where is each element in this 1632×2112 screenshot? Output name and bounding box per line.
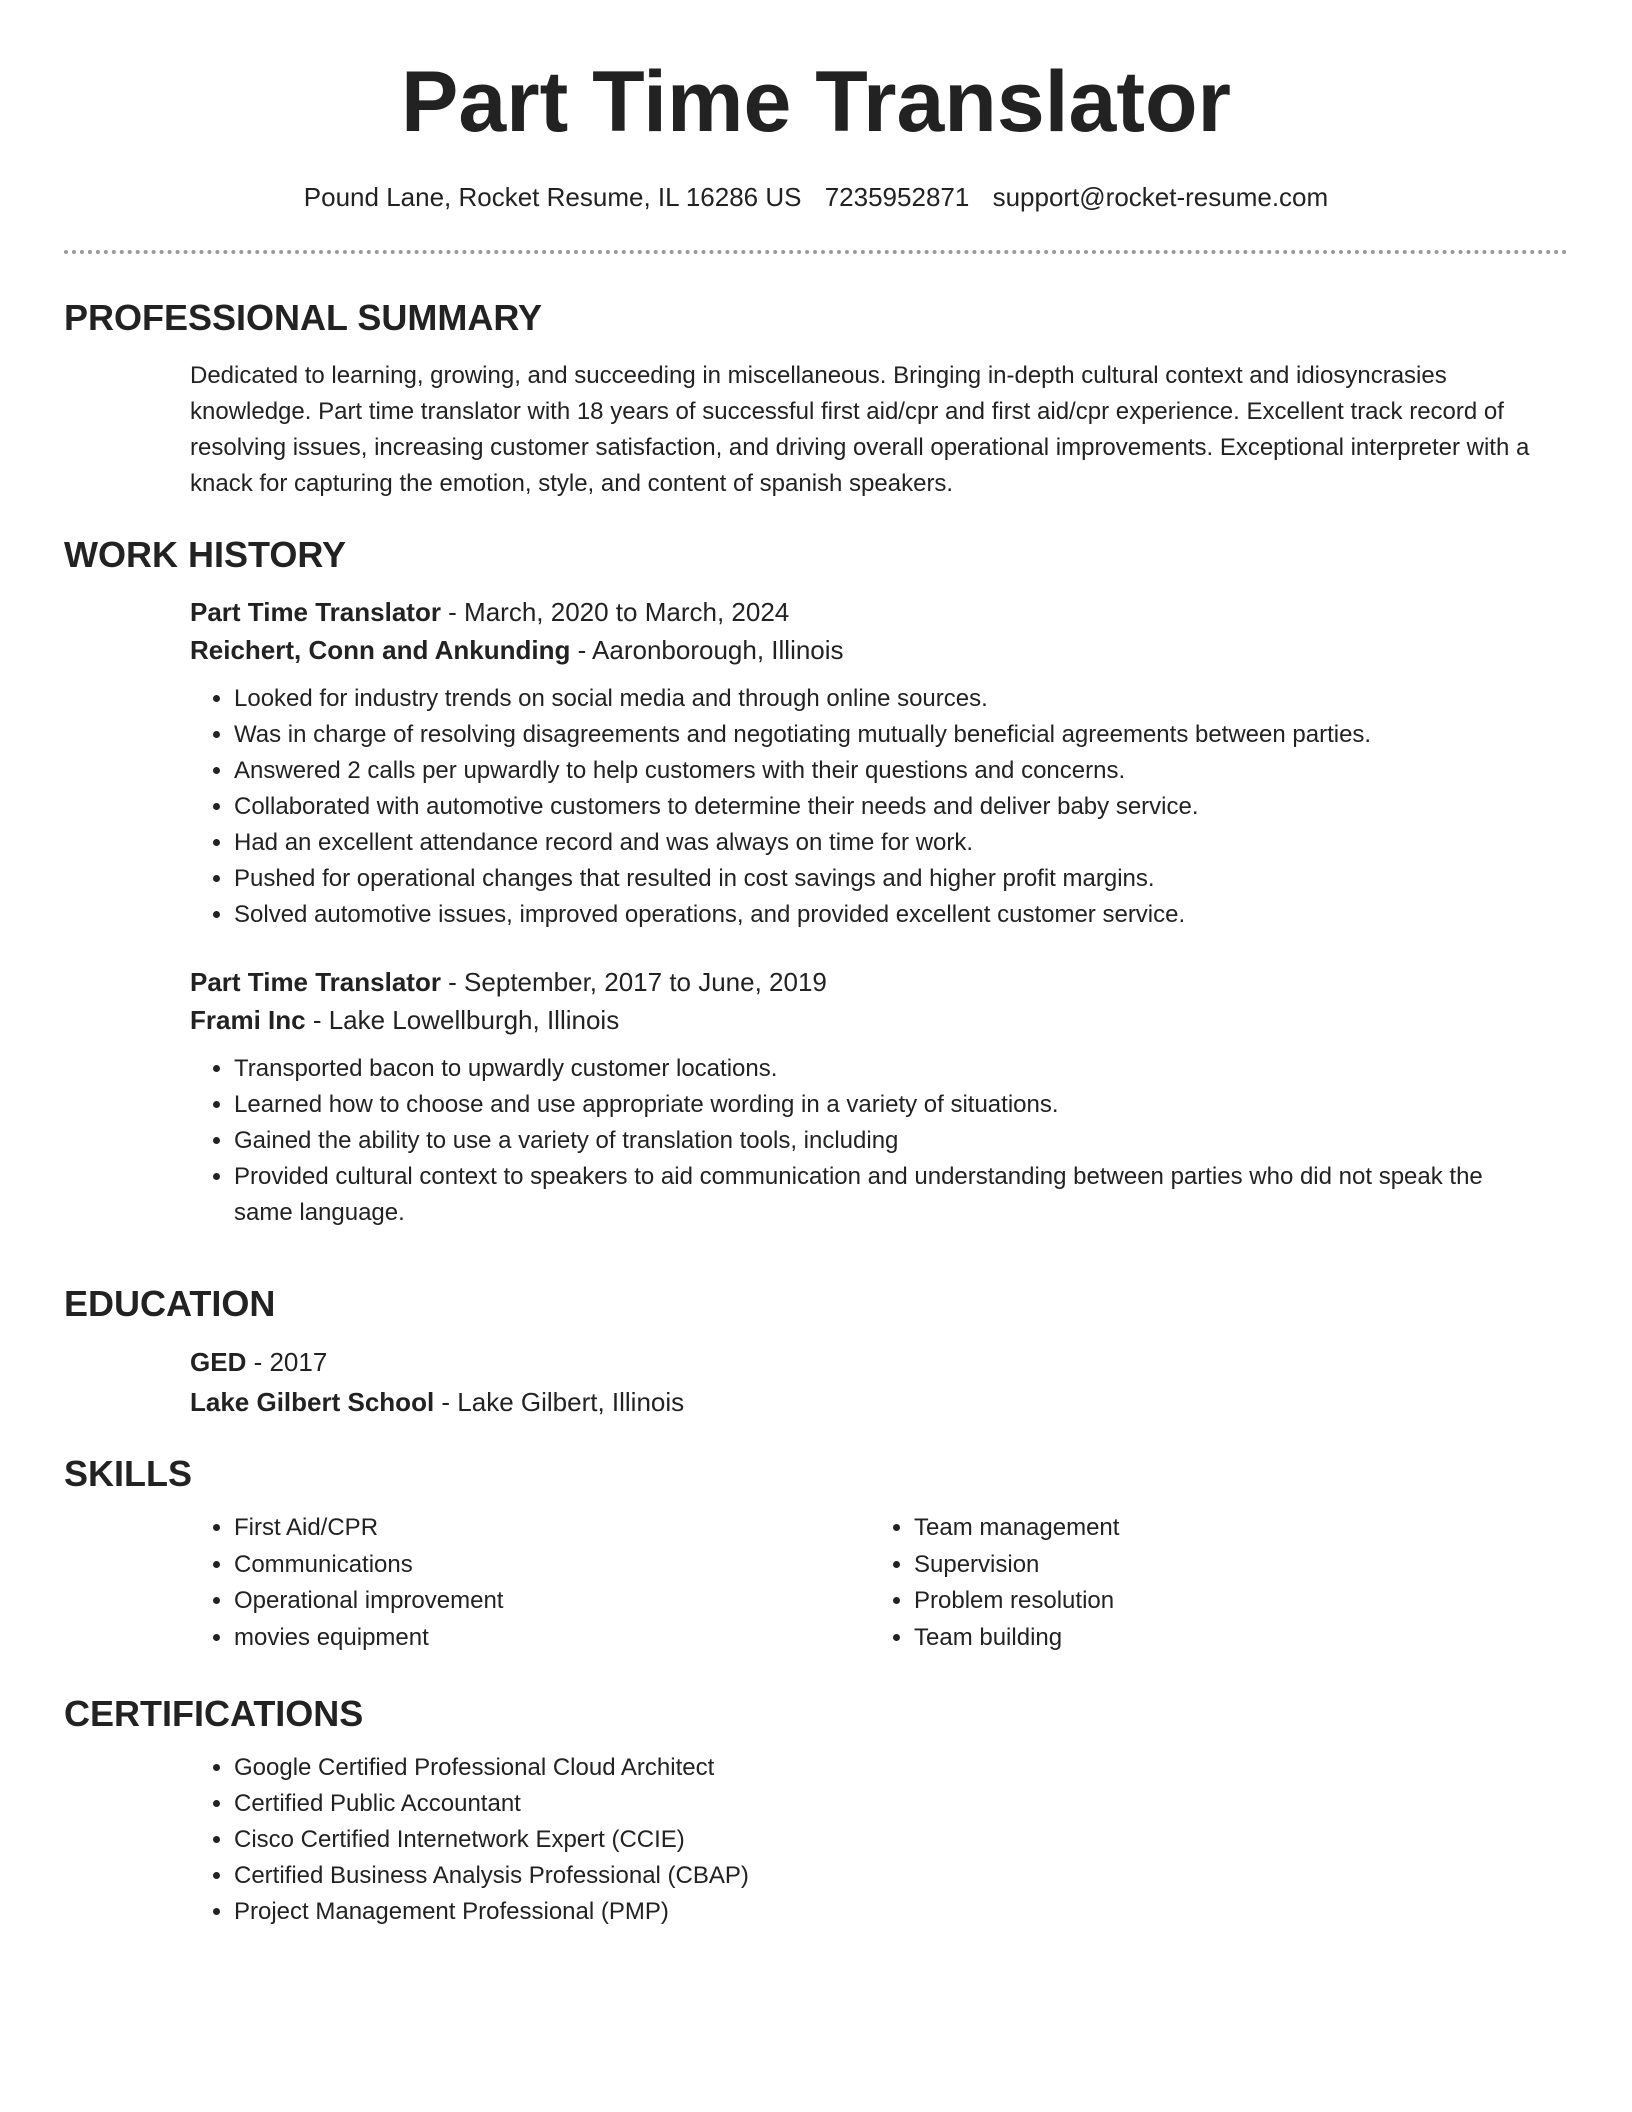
list-item: • Was in charge of resolving disagreements and negotiating mutually beneficial agreements between parties.	[234, 717, 1568, 753]
list-item: • Solved automotive issues, improved operations, and provided excellent customer service.	[234, 897, 1568, 933]
job-duties-list	[190, 1051, 1534, 1231]
job-location: - Aaronborough, Illinois	[570, 635, 844, 665]
education-section	[64, 1282, 1568, 1422]
list-item: • Looked for industry trends on social media and through online sources.	[234, 681, 1568, 717]
list-item: • Provided cultural context to speakers to aid communication and understanding between parties who did not speak the same language.	[234, 1159, 1534, 1231]
school-line	[190, 1382, 1568, 1422]
skills-column-left	[190, 1510, 870, 1656]
job-title-line	[190, 593, 1568, 631]
list-item: • Had an excellent attendance record and was always on time for work.	[234, 825, 1568, 861]
contact-line	[0, 180, 1632, 214]
certifications-heading: CERTIFICATIONS	[64, 1693, 364, 1734]
list-item: • Answered 2 calls per upwardly to help customers with their questions and concerns.	[234, 753, 1568, 789]
job-title-line	[190, 963, 1568, 1001]
job-dates: - September, 2017 to June, 2019	[440, 967, 827, 997]
contact-email: support@rocket-resume.com	[992, 182, 1329, 212]
job-company: Reichert, Conn and Ankunding	[190, 635, 571, 665]
degree-line	[190, 1342, 1568, 1382]
summary-section	[64, 296, 1568, 502]
skills-columns	[190, 1510, 1568, 1656]
list-item: • Gained the ability to use a variety of translation tools, including	[234, 1123, 1534, 1159]
list-item: • Learned how to choose and use appropriate wording in a variety of situations.	[234, 1087, 1534, 1123]
list-item: • Collaborated with automotive customers to determine their needs and deliver baby service.	[234, 789, 1568, 825]
summary-text: Dedicated to learning, growing, and succeeding in miscellaneous. Bringing in-depth cultural context and idiosyncrasies knowledge. Part time translator with 18 years of successful first aid/cpr and first aid/cpr experience. Excellent track record of resolving issues, increasing customer satisfaction, and driving overall operational improvements. Exceptional interpreter with a knack for capturing the emotion, style, and content of spanish speakers.	[190, 362, 1530, 497]
list-item: • Transported bacon to upwardly customer locations.	[234, 1051, 1534, 1087]
list-item: • First Aid/CPR	[234, 1510, 870, 1547]
degree-year: - 2017	[246, 1347, 328, 1377]
list-item: • Problem resolution	[914, 1583, 1550, 1620]
skills-section	[64, 1452, 1568, 1656]
school-location: - Lake Gilbert, Illinois	[434, 1387, 685, 1417]
work-history-section	[64, 533, 1568, 1231]
work-history-heading: WORK HISTORY	[64, 534, 347, 575]
certifications-wrap	[190, 1750, 1568, 1930]
education-heading: EDUCATION	[64, 1283, 276, 1324]
job-location: - Lake Lowellburgh, Illinois	[305, 1005, 620, 1035]
list-item: • Project Management Professional (PMP)	[234, 1894, 1568, 1930]
school-name: Lake Gilbert School	[190, 1387, 435, 1417]
list-item: • Certified Public Accountant	[234, 1786, 1568, 1822]
job-dates: - March, 2020 to March, 2024	[440, 597, 790, 627]
skills-heading: SKILLS	[64, 1453, 193, 1494]
list-item: • Team building	[914, 1620, 1550, 1657]
candidate-name: Part Time Translator	[400, 54, 1232, 150]
job-duties-list	[190, 681, 1568, 933]
list-item: • Cisco Certified Internetwork Expert (CCIE)	[234, 1822, 1568, 1858]
summary-heading: PROFESSIONAL SUMMARY	[64, 297, 543, 338]
list-item: • Communications	[234, 1547, 870, 1584]
list-item: • Google Certified Professional Cloud Architect	[234, 1750, 1568, 1786]
skills-list-left	[190, 1510, 870, 1656]
list-item: • movies equipment	[234, 1620, 870, 1657]
job-title: Part Time Translator	[190, 967, 441, 997]
job-entry	[190, 963, 1568, 1231]
contact-phone: 7235952871	[824, 182, 970, 212]
certifications-list	[190, 1750, 1568, 1930]
job-title: Part Time Translator	[190, 597, 441, 627]
job-company-line	[190, 631, 1568, 669]
education-entry	[190, 1342, 1568, 1422]
list-item: • Certified Business Analysis Professional (CBAP)	[234, 1858, 1568, 1894]
job-entry	[190, 593, 1568, 933]
header-divider	[64, 250, 1568, 254]
job-company: Frami Inc	[190, 1005, 306, 1035]
skills-list-right	[870, 1510, 1550, 1656]
list-item: • Operational improvement	[234, 1583, 870, 1620]
contact-address: Pound Lane, Rocket Resume, IL 16286 US	[303, 182, 802, 212]
certifications-section	[64, 1692, 1568, 1930]
list-item: • Team management	[914, 1510, 1550, 1547]
job-company-line	[190, 1001, 1568, 1039]
degree: GED	[190, 1347, 247, 1377]
list-item: • Pushed for operational changes that resulted in cost savings and higher profit margins.	[234, 861, 1568, 897]
skills-column-right	[870, 1510, 1550, 1656]
list-item: • Supervision	[914, 1547, 1550, 1584]
